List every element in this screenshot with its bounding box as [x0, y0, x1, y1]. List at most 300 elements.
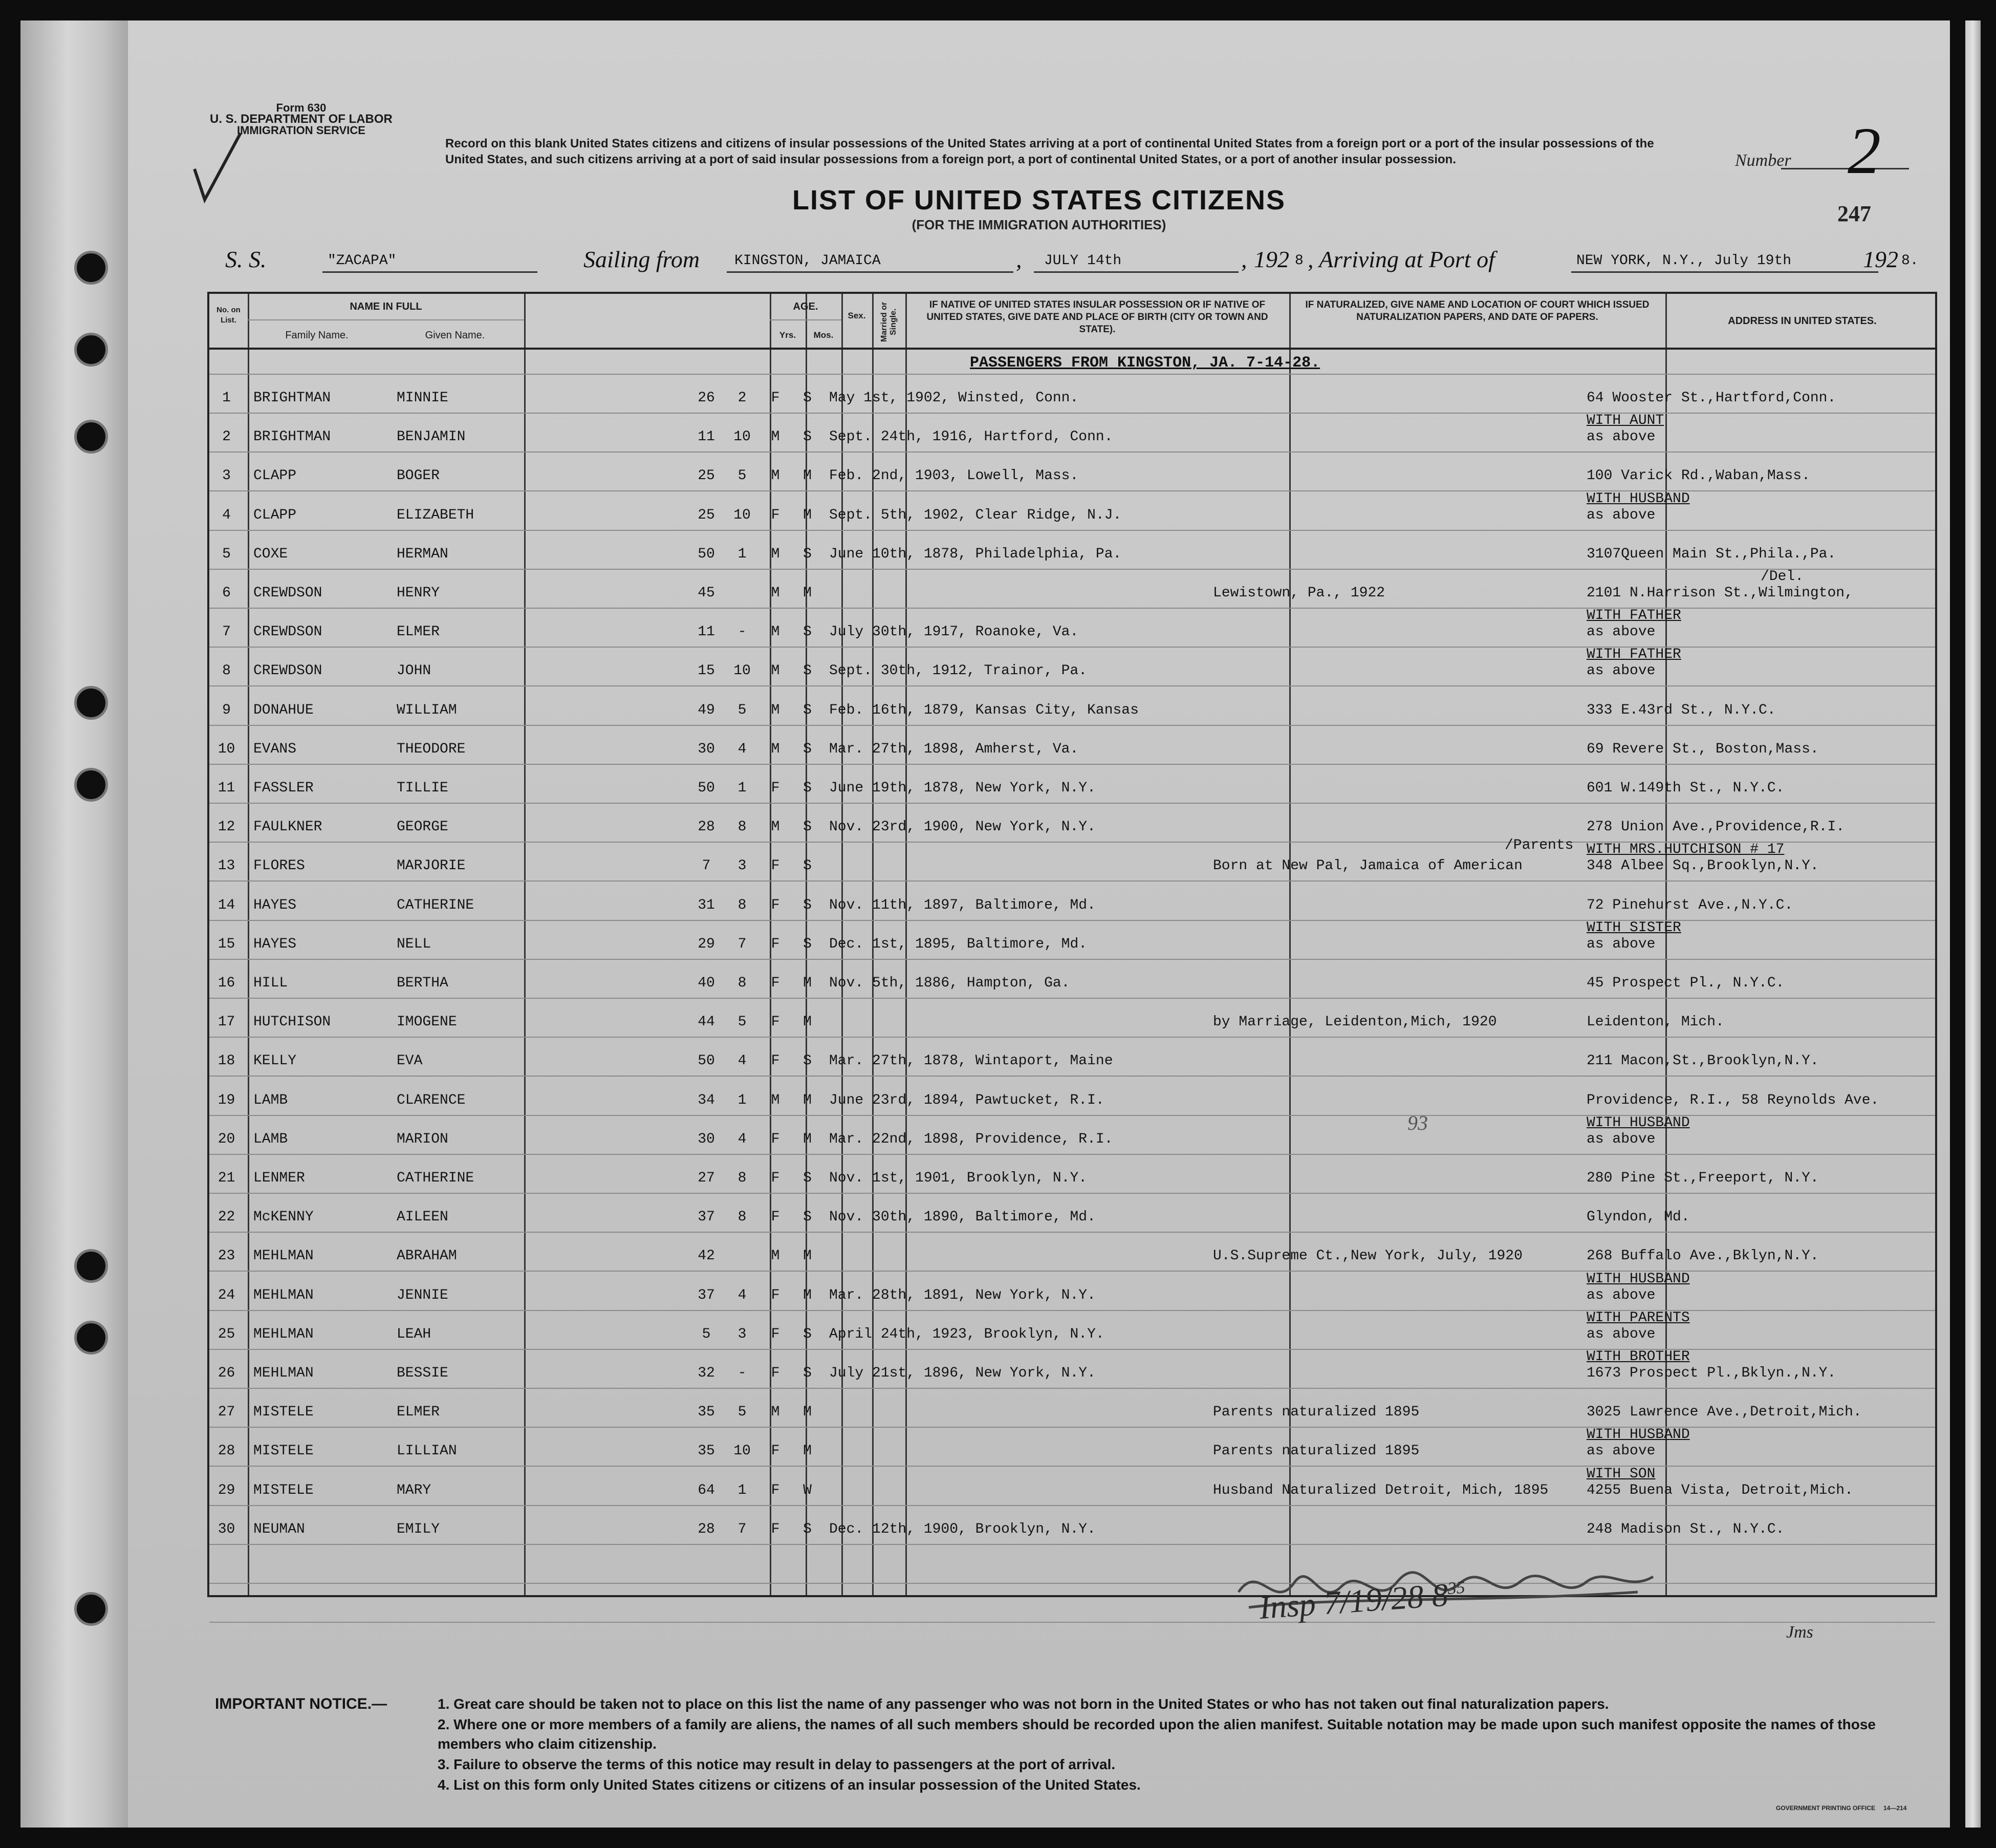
cell-birth: Nov. 23rd, 1900, New York, N.Y. [829, 819, 1096, 835]
header-name-in-full: NAME IN FULL [350, 301, 422, 312]
cell-birth: Nov. 5th, 1886, Hampton, Ga. [829, 975, 1070, 991]
binder-hole [74, 1249, 108, 1283]
cell-family: MISTELE [253, 1404, 314, 1421]
cell-addr2: 280 Pine St.,Freeport, N.Y. [1587, 1170, 1819, 1186]
cell-mos: 3 [737, 1326, 747, 1342]
from-underline [727, 271, 1013, 273]
header-sex: Sex. [848, 311, 866, 320]
cell-yrs: 29 [698, 936, 715, 952]
cell-family: NEUMAN [253, 1521, 305, 1537]
cell-no: 18 [218, 1053, 235, 1069]
cell-mos: 1 [737, 546, 747, 562]
table-row [207, 1510, 1937, 1546]
cell-birth: June 10th, 1878, Philadelphia, Pa. [829, 546, 1122, 562]
cell-ms: S [803, 546, 812, 562]
header-family-name: Family Name. [285, 330, 349, 341]
instructions-text: Record on this blank United States citizens and citizens of insular possessions of the United States arriving at a port of continental United States from a foreign port or a port of the insular possessions of the United States, and such citizens arriving at a port of said insular possessions from a foreign port, a port of continental United States, or a port of another insular possession. [445, 137, 1654, 166]
table-row [207, 608, 1937, 649]
cell-no: 14 [218, 897, 235, 913]
cell-sex: F [771, 936, 780, 952]
cell-mos: 7 [737, 936, 747, 952]
cell-given: ELIZABETH [397, 507, 474, 523]
cell-addr2: 64 Wooster St.,Hartford,Conn. [1587, 390, 1836, 406]
date-underline [1034, 271, 1239, 273]
cell-given: EVA [397, 1053, 423, 1069]
binder-hole [74, 1321, 108, 1355]
cell-yrs: 37 [698, 1287, 715, 1303]
cell-given: HENRY [397, 585, 440, 601]
cell-ms: M [803, 585, 812, 601]
cell-given: NELL [397, 936, 431, 952]
cell-yrs: 34 [698, 1092, 715, 1108]
cell-given: ELMER [397, 1404, 440, 1421]
table-row [207, 1114, 1937, 1156]
table-row [207, 1393, 1937, 1429]
cell-ms: M [803, 507, 812, 523]
cell-ms: M [803, 1287, 812, 1303]
cell-yrs: 28 [698, 1521, 715, 1537]
cell-addr1: WITH FATHER [1587, 608, 1681, 624]
cell-family: CLAPP [253, 507, 297, 523]
cell-addr2: 278 Union Ave.,Providence,R.I. [1587, 819, 1845, 835]
cell-ms: S [803, 897, 812, 913]
cell-mos: 10 [733, 429, 751, 445]
binder-hole [74, 420, 108, 454]
cell-sex: F [771, 1482, 780, 1498]
cell-yrs: 15 [698, 663, 715, 679]
cell-addr2: 348 Albee Sq.,Brooklyn,N.Y. [1587, 858, 1819, 874]
cell-addr2: 4255 Buena Vista, Detroit,Mich. [1587, 1482, 1853, 1498]
cell-addr2: as above [1587, 429, 1656, 445]
cell-addr1: /Del. [1761, 569, 1804, 585]
initials: Jms [1786, 1623, 1813, 1642]
table-row [207, 964, 1937, 1000]
cell-addr2: as above [1587, 1443, 1656, 1459]
cell-family: MEHLMAN [253, 1248, 314, 1264]
cell-sex: F [771, 897, 780, 913]
cell-addr2: as above [1587, 624, 1656, 640]
printer-credit: GOVERNMENT PRINTING OFFICE [1776, 1804, 1876, 1812]
cell-yrs: 25 [698, 507, 715, 523]
cell-sex: F [771, 1131, 780, 1147]
cell-mos: 8 [737, 975, 747, 991]
cell-addr1: WITH HUSBAND [1587, 1114, 1690, 1131]
cell-yrs: 42 [698, 1248, 715, 1264]
cell-sex: M [771, 585, 780, 601]
cell-yrs: 64 [698, 1482, 715, 1498]
cell-given: CATHERINE [397, 1170, 474, 1186]
voyage-line [225, 246, 1919, 276]
table-row [207, 457, 1937, 492]
cell-yrs: 40 [698, 975, 715, 991]
cell-nat: Born at New Pal, Jamaica of American [1213, 858, 1523, 874]
cell-birth: Sept. 30th, 1912, Trainor, Pa. [829, 663, 1088, 679]
cell-family: COXE [253, 546, 288, 562]
table-row [207, 1003, 1937, 1039]
table-row [207, 1237, 1937, 1273]
cell-ms: S [803, 1053, 812, 1069]
table-row [207, 535, 1937, 571]
cell-family: HAYES [253, 936, 297, 952]
table-row [207, 769, 1937, 805]
cell-ms: S [803, 1521, 812, 1537]
cell-family: LAMB [253, 1092, 288, 1108]
row-rule [209, 1583, 1935, 1584]
cell-ms: M [803, 1443, 812, 1459]
cell-yrs: 11 [698, 429, 715, 445]
cell-no: 3 [222, 468, 231, 484]
cell-given: BENJAMIN [397, 429, 466, 445]
cell-birth: June 23rd, 1894, Pawtucket, R.I. [829, 1092, 1104, 1108]
cell-sex: F [771, 1521, 780, 1537]
cell-sex: F [771, 1170, 780, 1186]
table-row [207, 569, 1937, 610]
notice-label: IMPORTANT NOTICE.— [215, 1695, 387, 1712]
cell-mos: 4 [737, 1287, 747, 1303]
cell-no: 29 [218, 1482, 235, 1498]
cell-mos: 10 [733, 663, 751, 679]
cell-given: WILLIAM [397, 702, 457, 718]
cell-sex: M [771, 1248, 780, 1264]
row-rule [209, 1622, 1935, 1623]
table-row [207, 1466, 1937, 1507]
cell-mos: 1 [737, 1482, 747, 1498]
header-married: Married or Single. [880, 302, 898, 342]
cell-ms: S [803, 1365, 812, 1381]
cell-yrs: 5 [702, 1326, 711, 1342]
cell-birth: April 24th, 1923, Brooklyn, N.Y. [829, 1326, 1104, 1342]
cell-family: CREWDSON [253, 585, 322, 601]
cell-yrs: 25 [698, 468, 715, 484]
cell-addr2: as above [1587, 507, 1656, 523]
cell-addr2: as above [1587, 1131, 1656, 1147]
cell-yrs: 45 [698, 585, 715, 601]
cell-given: CLARENCE [397, 1092, 466, 1108]
cell-ms: S [803, 780, 812, 796]
cell-sex: F [771, 1326, 780, 1342]
cell-addr1: WITH MRS.HUTCHISON # 17 [1587, 842, 1785, 858]
table-row [207, 1042, 1937, 1078]
cell-addr2: as above [1587, 936, 1656, 952]
cell-sex: F [771, 1287, 780, 1303]
table-row [207, 1349, 1937, 1390]
cell-mos: 10 [733, 507, 751, 523]
cell-mos: - [737, 624, 747, 640]
cell-addr1: WITH HUSBAND [1587, 1427, 1690, 1443]
table-row [207, 647, 1937, 687]
cell-birth: Dec. 12th, 1900, Brooklyn, N.Y. [829, 1521, 1096, 1537]
cell-sex: F [771, 390, 780, 406]
cell-mos: 8 [737, 1170, 747, 1186]
cell-ms: S [803, 702, 812, 718]
cell-addr2: as above [1587, 663, 1656, 679]
cell-sex: F [771, 507, 780, 523]
cell-yrs: 11 [698, 624, 715, 640]
table-row [207, 1309, 1937, 1351]
cell-family: FLORES [253, 858, 305, 874]
cell-no: 25 [218, 1326, 235, 1342]
cell-mos: 5 [737, 1404, 747, 1421]
cell-family: CREWDSON [253, 663, 322, 679]
cell-ms: M [803, 1248, 812, 1264]
cell-addr1: WITH AUNT [1587, 413, 1664, 429]
cell-family: McKENNY [253, 1209, 314, 1226]
cell-sex: F [771, 1365, 780, 1381]
cell-sex: M [771, 663, 780, 679]
cell-no: 17 [218, 1014, 235, 1030]
header-address: ADDRESS IN UNITED STATES. [1728, 315, 1877, 327]
manifest-page [128, 20, 1950, 1828]
header-birth: IF NATIVE OF UNITED STATES INSULAR POSSESSION OR IF NATIVE OF UNITED STATES, GIVE DATE AND PLACE OF BIRTH (CITY OR TOWN AND STATE). [926, 299, 1268, 335]
table-row [207, 886, 1937, 922]
cell-given: CATHERINE [397, 897, 474, 913]
cell-no: 24 [218, 1287, 235, 1303]
header-no: No. on List. [216, 306, 241, 325]
cell-ms: M [803, 1404, 812, 1421]
cell-mos: 5 [737, 468, 747, 484]
cell-addr1: WITH SON [1587, 1466, 1656, 1482]
cell-mos: 4 [737, 1053, 747, 1069]
binder-hole [74, 333, 108, 367]
cell-no: 8 [222, 663, 231, 679]
cell-ms: S [803, 390, 812, 406]
cell-ms: M [803, 468, 812, 484]
cell-ms: M [803, 1131, 812, 1147]
department-line: U. S. DEPARTMENT OF LABOR [210, 112, 393, 126]
cell-mos: 5 [737, 1014, 747, 1030]
cell-yrs: 30 [698, 1131, 715, 1147]
cell-given: THEODORE [397, 741, 466, 757]
cell-no: 7 [222, 624, 231, 640]
cell-no: 13 [218, 858, 235, 874]
cell-family: CLAPP [253, 468, 297, 484]
cell-given: HERMAN [397, 546, 448, 562]
cell-yrs: 50 [698, 780, 715, 796]
cell-ms: S [803, 1170, 812, 1186]
cell-mos: 1 [737, 1092, 747, 1108]
cell-given: GEORGE [397, 819, 448, 835]
cell-family: HILL [253, 975, 288, 991]
cell-family: MEHLMAN [253, 1365, 314, 1381]
cell-nat: Lewistown, Pa., 1922 [1213, 585, 1385, 601]
cell-addr2: Leidenton, Mich. [1587, 1014, 1724, 1030]
sailing-date: JULY 14th [1044, 253, 1122, 269]
cell-birth: July 21st, 1896, New York, N.Y. [829, 1365, 1096, 1381]
binder-hole [74, 251, 108, 285]
port-underline [1571, 271, 1878, 273]
number-underline [1781, 168, 1909, 169]
cell-given: LEAH [397, 1326, 431, 1342]
cell-nat: by Marriage, Leidenton,Mich, 1920 [1213, 1014, 1497, 1030]
cell-nat: Husband Naturalized Detroit, Mich, 1895 [1213, 1482, 1549, 1498]
cell-given: MARION [397, 1131, 448, 1147]
cell-ms: S [803, 429, 812, 445]
header-mos: Mos. [813, 330, 834, 340]
cell-no: 6 [222, 585, 231, 601]
cell-addr2: 69 Revere St., Boston,Mass. [1587, 741, 1819, 757]
cell-no: 10 [218, 741, 235, 757]
header-bottom-line [209, 348, 1935, 350]
cell-yrs: 37 [698, 1209, 715, 1226]
cell-addr1: WITH BROTHER [1587, 1349, 1690, 1365]
cell-addr2: Glyndon, Md. [1587, 1209, 1690, 1226]
cell-given: TILLIE [397, 780, 448, 796]
cell-addr2: as above [1587, 1287, 1656, 1303]
cell-given: JOHN [397, 663, 431, 679]
cell-addr2: 333 E.43rd St., N.Y.C. [1587, 702, 1776, 718]
cell-addr1: WITH FATHER [1587, 647, 1681, 663]
cell-birth: Mar. 22nd, 1898, Providence, R.I. [829, 1131, 1113, 1147]
cell-family: FAULKNER [253, 819, 322, 835]
cell-yrs: 31 [698, 897, 715, 913]
notice-item: 4. List on this form only United States citizens or citizens of an insular possession of the United States. [438, 1777, 1141, 1793]
cell-addr2: 100 Varick Rd.,Waban,Mass. [1587, 468, 1810, 484]
cell-given: BOGER [397, 468, 440, 484]
cell-birth: June 19th, 1878, New York, N.Y. [829, 780, 1096, 796]
cell-family: MISTELE [253, 1443, 314, 1459]
cell-yrs: 27 [698, 1170, 715, 1186]
cell-no: 30 [218, 1521, 235, 1537]
cell-no: 16 [218, 975, 235, 991]
cell-birth: Sept. 5th, 1902, Clear Ridge, N.J. [829, 507, 1122, 523]
ship-underline [322, 271, 537, 273]
table-row [207, 837, 1937, 883]
cell-ms: S [803, 1209, 812, 1226]
ss-label: S. S. [225, 246, 267, 272]
cell-addr2: 211 Macon,St.,Brooklyn,N.Y. [1587, 1053, 1819, 1069]
cell-family: MISTELE [253, 1482, 314, 1498]
form-number: Form 630 [276, 101, 327, 114]
cell-family: LENMER [253, 1170, 305, 1186]
cell-sex: M [771, 429, 780, 445]
cell-given: IMOGENE [397, 1014, 457, 1030]
cell-addr2: 3025 Lawrence Ave.,Detroit,Mich. [1587, 1404, 1862, 1421]
cell-mos: - [737, 1365, 747, 1381]
table-row [207, 379, 1937, 415]
cell-sex: F [771, 780, 780, 796]
list-number: 2 [1848, 114, 1881, 188]
cell-addr1: WITH HUSBAND [1587, 490, 1690, 507]
cell-given: MARY [397, 1482, 431, 1498]
binder-hole [74, 686, 108, 720]
cell-family: MEHLMAN [253, 1326, 314, 1342]
table-row [207, 730, 1937, 766]
binder-strip [20, 20, 140, 1828]
cell-no: 2 [222, 429, 231, 445]
cell-ms: M [803, 1014, 812, 1030]
cell-mos: 7 [737, 1521, 747, 1537]
cell-given: MINNIE [397, 390, 448, 406]
cell-family: KELLY [253, 1053, 297, 1069]
table-row [207, 413, 1937, 454]
cell-birth: Feb. 16th, 1879, Kansas City, Kansas [829, 702, 1139, 718]
cell-birth: Feb. 2nd, 1903, Lowell, Mass. [829, 468, 1079, 484]
cell-birth: July 30th, 1917, Roanoke, Va. [829, 624, 1079, 640]
cell-sex: M [771, 1092, 780, 1108]
cell-mos: 5 [737, 702, 747, 718]
table-row [207, 1427, 1937, 1468]
cell-sex: F [771, 975, 780, 991]
cell-family: MEHLMAN [253, 1287, 314, 1303]
cell-sex: M [771, 624, 780, 640]
sailing-from: KINGSTON, JAMAICA [734, 253, 881, 269]
cell-birth: Sept. 24th, 1916, Hartford, Conn. [829, 429, 1113, 445]
cell-mos: 8 [737, 819, 747, 835]
cell-mos: 2 [737, 390, 747, 406]
cell-mos: 3 [737, 858, 747, 874]
header-given-name: Given Name. [425, 330, 485, 341]
binder-hole [74, 768, 108, 802]
table-row [207, 808, 1937, 844]
cell-ms: S [803, 624, 812, 640]
cell-ms: W [803, 1482, 812, 1498]
cell-sex: M [771, 702, 780, 718]
table-row [207, 1198, 1937, 1234]
ship-name: "ZACAPA" [328, 253, 397, 269]
cell-addr2: 72 Pinehurst Ave.,N.Y.C. [1587, 897, 1793, 913]
cell-no: 27 [218, 1404, 235, 1421]
year-digit-2: 8. [1901, 253, 1919, 269]
sailing-label: Sailing from [583, 246, 700, 272]
arriving-label: , Arriving at Port of [1308, 246, 1495, 272]
page-subtitle: (FOR THE IMMIGRATION AUTHORITIES) [912, 217, 1166, 232]
cell-family: LAMB [253, 1131, 288, 1147]
cell-addr1: WITH HUSBAND [1587, 1271, 1690, 1287]
cell-addr2: 1673 Prospect Pl.,Bklyn.,N.Y. [1587, 1365, 1836, 1381]
notice-item: 2. Where one or more members of a family are aliens, the names of all such members should be recorded upon the alien manifest. Suitable notation may be made upon such manifest opposite the names of those members who claim citizenship. [438, 1716, 1876, 1752]
cell-addr2: 601 W.149th St., N.Y.C. [1587, 780, 1785, 796]
arrival-port: NEW YORK, N.Y., July 19th [1576, 253, 1792, 269]
cell-addr2: 248 Madison St., N.Y.C. [1587, 1521, 1785, 1537]
cell-addr2: 268 Buffalo Ave.,Bklyn,N.Y. [1587, 1248, 1819, 1264]
page-edge [1965, 20, 1981, 1828]
cell-sex: F [771, 858, 780, 874]
cell-ms: S [803, 663, 812, 679]
cell-sex: F [771, 1443, 780, 1459]
cell-given: JENNIE [397, 1287, 448, 1303]
cell-nat: Parents naturalized 1895 [1213, 1443, 1420, 1459]
cell-yrs: 7 [702, 858, 711, 874]
cell-addr1: WITH PARENTS [1587, 1309, 1690, 1326]
cell-ms: S [803, 819, 812, 835]
cell-yrs: 49 [698, 702, 715, 718]
cell-given: ELMER [397, 624, 440, 640]
cell-yrs: 26 [698, 390, 715, 406]
cell-addr2: as above [1587, 1326, 1656, 1342]
cell-no: 28 [218, 1443, 235, 1459]
header-subdivider [770, 319, 841, 320]
table-row [207, 490, 1937, 532]
cell-family: CREWDSON [253, 624, 322, 640]
cell-given: LILLIAN [397, 1443, 457, 1459]
page-title: LIST OF UNITED STATES CITIZENS [792, 185, 1286, 216]
cell-no: 22 [218, 1209, 235, 1226]
cell-birth: Nov. 11th, 1897, Baltimore, Md. [829, 897, 1096, 913]
cell-sex: M [771, 1404, 780, 1421]
cell-ms: M [803, 975, 812, 991]
cell-yrs: 32 [698, 1365, 715, 1381]
cell-family: HAYES [253, 897, 297, 913]
cell-yrs: 35 [698, 1443, 715, 1459]
page-number: 247 [1837, 201, 1871, 226]
cell-birth: May 1st, 1902, Winsted, Conn. [829, 390, 1079, 406]
cell-ms: S [803, 1326, 812, 1342]
cell-no: 21 [218, 1170, 235, 1186]
inspection-time-sup: 35 [1447, 1578, 1466, 1598]
cell-mos: 10 [733, 1443, 751, 1459]
cell-addr2: 2101 N.Harrison St.,Wilmington, [1587, 585, 1853, 601]
cell-ms: S [803, 936, 812, 952]
